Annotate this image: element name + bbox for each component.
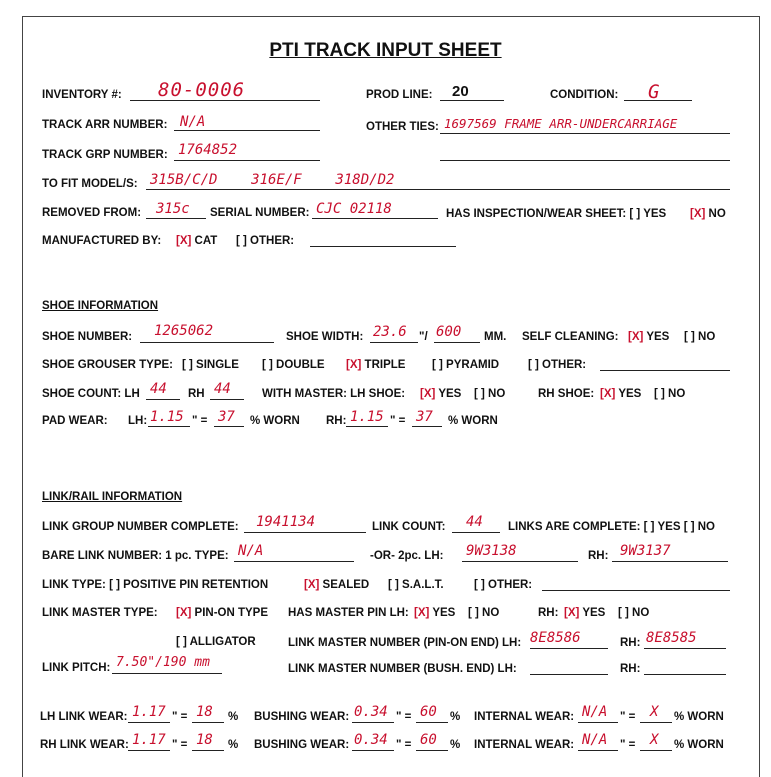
shoe-section-title: SHOE INFORMATION	[42, 300, 159, 312]
shoe-count-rh[interactable]: 44	[214, 381, 231, 397]
rh-wear-pct-line	[192, 750, 224, 751]
manufactured-cat-checkbox[interactable]	[176, 234, 217, 248]
rh-bushing-in-line	[352, 750, 394, 751]
mm-label: MM.	[484, 331, 507, 343]
lh-wear-pct[interactable]: 18	[196, 704, 213, 720]
rh-internal-pct-line	[640, 750, 672, 751]
condition-value[interactable]: G	[648, 81, 661, 103]
inspection-no-checkbox[interactable]	[690, 207, 726, 221]
lh-shoe-yes-label: YES	[438, 388, 462, 400]
master-pin-end-rh-label: RH:	[620, 637, 641, 649]
shoe-width-in[interactable]: 23.6	[373, 324, 407, 340]
master-pin-on-label: PIN-ON TYPE	[194, 607, 269, 619]
alligator-checkbox[interactable]: [ ] ALLIGATOR	[176, 636, 256, 648]
pad-rh-pct-line	[412, 426, 442, 427]
x-check-icon: [X]	[304, 579, 320, 591]
bare-link-label: BARE LINK NUMBER: 1 pc. TYPE:	[42, 550, 229, 562]
self-cleaning-no-checkbox[interactable]: [ ] NO	[684, 331, 716, 343]
rh-internal-label: INTERNAL WEAR:	[474, 739, 575, 751]
rh-shoe-label: RH SHOE:	[538, 388, 595, 400]
shoe-number-value[interactable]: 1265062	[154, 323, 214, 339]
track-arr-line	[174, 130, 320, 131]
track-grp-label: TRACK GRP NUMBER:	[42, 149, 168, 161]
pad-rh-worn: % WORN	[448, 415, 498, 427]
self-cleaning-yes-checkbox[interactable]	[628, 330, 669, 344]
rh-bushing-in[interactable]: 0.34	[354, 732, 388, 748]
lh-bushing-in[interactable]: 0.34	[354, 704, 388, 720]
bare-rh-line	[612, 561, 728, 562]
other-ties-line	[440, 133, 730, 134]
master-bush-rh-label: RH:	[620, 663, 641, 675]
lh-wear-eq: " =	[172, 711, 188, 723]
count-lh-line	[146, 399, 180, 400]
lh-internal-pct[interactable]: X	[650, 704, 659, 720]
pad-rh-pct[interactable]: 37	[416, 409, 433, 425]
grouser-pyramid-checkbox[interactable]: [ ] PYRAMID	[432, 359, 500, 371]
pad-lh-in-line	[148, 426, 190, 427]
links-complete-label: LINKS ARE COMPLETE: [ ] YES [ ] NO	[508, 521, 716, 533]
master-type-label: LINK MASTER TYPE:	[42, 607, 158, 619]
shoe-width-in-line	[370, 342, 418, 343]
prod-line-value[interactable]: 20	[452, 83, 469, 100]
link-other-checkbox[interactable]: [ ] OTHER:	[474, 579, 533, 591]
master-rh-no-checkbox[interactable]: [ ] NO	[618, 607, 650, 619]
master-pin-end-label: LINK MASTER NUMBER (PIN-ON END) LH:	[288, 637, 522, 649]
bare-1pc-value[interactable]: N/A	[238, 543, 264, 559]
fit-model-value[interactable]: 315B/C/D 316E/F 318D/D2	[150, 172, 395, 188]
pitch-value[interactable]: 7.50"/190 mm	[116, 655, 210, 670]
inch-slash: "/	[419, 331, 428, 343]
grouser-other-checkbox[interactable]: [ ] OTHER:	[528, 359, 587, 371]
removed-from-value[interactable]: 315c	[156, 201, 190, 217]
prod-line-line	[440, 100, 504, 101]
master-lh-no-checkbox[interactable]: [ ] NO	[468, 607, 500, 619]
self-cleaning-yes-label: YES	[646, 331, 670, 343]
lh-internal-pct-line	[640, 722, 672, 723]
pad-lh-pct[interactable]: 37	[218, 409, 235, 425]
rh-internal-pct[interactable]: X	[650, 732, 659, 748]
bare-rh-value[interactable]: 9W3137	[620, 543, 671, 559]
with-master-label: WITH MASTER: LH SHOE:	[262, 388, 406, 400]
shoe-count-rh-label: RH	[188, 388, 205, 400]
x-check-icon: [X]	[564, 607, 580, 619]
lh-wear-pct-line	[192, 722, 224, 723]
manufactured-other-line	[310, 246, 456, 247]
rh-shoe-no-checkbox[interactable]: [ ] NO	[654, 388, 686, 400]
link-group-value[interactable]: 1941134	[256, 514, 316, 530]
bare-lh-value[interactable]: 9W3138	[466, 543, 517, 559]
master-bush-rh-line	[644, 674, 726, 675]
pad-rh-label: RH:	[326, 415, 347, 427]
rh-wear-pct[interactable]: 18	[196, 732, 213, 748]
track-arr-label: TRACK ARR NUMBER:	[42, 119, 168, 131]
rh-bushing-label: BUSHING WEAR:	[254, 739, 350, 751]
pad-rh-in-line	[346, 426, 388, 427]
bare-1pc-line	[234, 561, 354, 562]
link-group-label: LINK GROUP NUMBER COMPLETE:	[42, 521, 239, 533]
master-pin-end-rh-line	[644, 648, 726, 649]
rh-wear-label: RH LINK WEAR:	[40, 739, 129, 751]
master-pin-end-rh[interactable]: 8E8585	[646, 630, 697, 646]
lh-shoe-yes-checkbox[interactable]	[420, 387, 461, 401]
x-check-icon: [X]	[600, 388, 616, 400]
master-rh-yes-label: YES	[582, 607, 606, 619]
link-count-line	[452, 532, 500, 533]
x-check-icon: [X]	[176, 235, 192, 247]
link-count-label: LINK COUNT:	[372, 521, 446, 533]
inspection-label: HAS INSPECTION/WEAR SHEET: [ ] YES	[446, 208, 667, 220]
lh-internal-worn: % WORN	[674, 711, 724, 723]
pad-wear-label: PAD WEAR:	[42, 415, 108, 427]
rh-internal-worn: % WORN	[674, 739, 724, 751]
or-2pc-label: -OR- 2pc. LH:	[370, 550, 444, 562]
grouser-single-checkbox[interactable]: [ ] SINGLE	[182, 359, 239, 371]
lh-bushing-eq: " =	[396, 711, 412, 723]
link-other-line	[542, 590, 730, 591]
shoe-width-label: SHOE WIDTH:	[286, 331, 364, 343]
link-sealed-checkbox[interactable]	[304, 578, 369, 592]
rh-bushing-pct-sign: %	[450, 739, 461, 751]
serial-line	[312, 218, 438, 219]
lh-internal-in[interactable]: N/A	[582, 704, 608, 720]
manufactured-label: MANUFACTURED BY:	[42, 235, 162, 247]
pad-lh-in[interactable]: 1.15	[150, 409, 184, 425]
grouser-triple-checkbox[interactable]	[346, 358, 405, 372]
x-check-icon: [X]	[420, 388, 436, 400]
rh-internal-in-line	[578, 750, 618, 751]
grouser-label: SHOE GROUSER TYPE:	[42, 359, 173, 371]
bare-rh-label: RH:	[588, 550, 609, 562]
shoe-width-mm[interactable]: 600	[436, 324, 462, 340]
rh-wear-in[interactable]: 1.17	[132, 732, 166, 748]
x-check-icon: [X]	[414, 607, 430, 619]
page-title: PTI TRACK INPUT SHEET	[269, 40, 502, 61]
x-check-icon: [X]	[176, 607, 192, 619]
link-salt-checkbox[interactable]: [ ] S.A.L.T.	[388, 579, 444, 591]
x-check-icon: [X]	[690, 208, 706, 220]
prod-line-label: PROD LINE:	[366, 89, 433, 101]
lh-shoe-no-checkbox[interactable]: [ ] NO	[474, 388, 506, 400]
rh-bushing-eq: " =	[396, 739, 412, 751]
grouser-double-checkbox[interactable]: [ ] DOUBLE	[262, 359, 325, 371]
lh-bushing-label: BUSHING WEAR:	[254, 711, 350, 723]
x-check-icon: [X]	[628, 331, 644, 343]
grouser-other-line	[600, 370, 730, 371]
lh-bushing-pct-sign: %	[450, 711, 461, 723]
rh-internal-eq: " =	[620, 739, 636, 751]
other-ties-value[interactable]: 1697569 FRAME ARR-UNDERCARRIAGE	[444, 116, 678, 131]
rh-shoe-yes-label: YES	[618, 388, 642, 400]
condition-label: CONDITION:	[550, 89, 619, 101]
pad-lh-eq: " =	[192, 415, 208, 427]
lh-wear-in-line	[128, 722, 170, 723]
other-ties-label: OTHER TIES:	[366, 121, 439, 133]
pitch-line	[112, 673, 222, 674]
track-grp-line	[174, 160, 320, 161]
lh-wear-in[interactable]: 1.17	[132, 704, 166, 720]
lh-internal-in-line	[578, 722, 618, 723]
master-pin-on-checkbox[interactable]	[176, 606, 268, 620]
rh-bushing-pct-line	[416, 750, 448, 751]
has-master-pin-label: HAS MASTER PIN LH:	[288, 607, 409, 619]
link-type-label: LINK TYPE: [ ] POSITIVE PIN RETENTION	[42, 579, 269, 591]
shoe-width-mm-line	[434, 342, 480, 343]
lh-wear-pct-sign: %	[228, 711, 239, 723]
lh-internal-label: INTERNAL WEAR:	[474, 711, 575, 723]
lh-bushing-pct-line	[416, 722, 448, 723]
removed-from-label: REMOVED FROM:	[42, 207, 142, 219]
master-rh-yes-checkbox[interactable]	[564, 606, 605, 620]
removed-from-line	[146, 218, 206, 219]
rh-wear-eq: " =	[172, 739, 188, 751]
rh-wear-in-line	[128, 750, 170, 751]
x-check-icon: [X]	[346, 359, 362, 371]
master-pin-end-lh[interactable]: 8E8586	[530, 630, 581, 646]
shoe-number-label: SHOE NUMBER:	[42, 331, 133, 343]
master-lh-yes-checkbox[interactable]	[414, 606, 455, 620]
rh-bushing-pct[interactable]: 60	[420, 732, 437, 748]
grouser-triple-label: TRIPLE	[364, 359, 406, 371]
manufactured-cat-label: CAT	[194, 235, 218, 247]
lh-internal-eq: " =	[620, 711, 636, 723]
bare-lh-line	[462, 561, 578, 562]
master-bush-lh-line	[530, 674, 608, 675]
fit-model-label: TO FIT MODEL/S:	[42, 178, 138, 190]
rh-wear-pct-sign: %	[228, 739, 239, 751]
pad-rh-in[interactable]: 1.15	[350, 409, 384, 425]
rh-shoe-yes-checkbox[interactable]	[600, 387, 641, 401]
count-rh-line	[210, 399, 244, 400]
link-sealed-label: SEALED	[322, 579, 370, 591]
pad-lh-worn: % WORN	[250, 415, 300, 427]
shoe-number-line	[140, 342, 274, 343]
lh-bushing-in-line	[352, 722, 394, 723]
self-cleaning-label: SELF CLEANING:	[522, 331, 619, 343]
fit-model-line	[146, 189, 730, 190]
master-bush-label: LINK MASTER NUMBER (BUSH. END) LH:	[288, 663, 517, 675]
pitch-label: LINK PITCH:	[42, 662, 111, 674]
manufactured-other-label: [ ] OTHER:	[236, 235, 295, 247]
inventory-label: INVENTORY #:	[42, 89, 122, 101]
other-ties-line-2	[440, 160, 730, 161]
track-grp-value[interactable]: 1764852	[178, 142, 238, 158]
pad-lh-label: LH:	[128, 415, 148, 427]
lh-wear-label: LH LINK WEAR:	[40, 711, 128, 723]
link-section-title: LINK/RAIL INFORMATION	[42, 491, 183, 503]
shoe-count-lh[interactable]: 44	[150, 381, 167, 397]
master-lh-yes-label: YES	[432, 607, 456, 619]
serial-value[interactable]: CJC 02118	[316, 201, 392, 217]
inventory-value[interactable]: 80-0006	[158, 79, 246, 101]
serial-label: SERIAL NUMBER:	[210, 207, 310, 219]
shoe-count-label: SHOE COUNT: LH	[42, 388, 140, 400]
rh-internal-in[interactable]: N/A	[582, 732, 608, 748]
pad-lh-pct-line	[214, 426, 244, 427]
track-arr-value[interactable]: N/A	[180, 114, 206, 130]
link-count-value[interactable]: 44	[466, 514, 483, 530]
pad-rh-eq: " =	[390, 415, 406, 427]
master-pin-end-lh-line	[530, 648, 608, 649]
inspection-no-label: NO	[708, 208, 726, 220]
master-rh-label: RH:	[538, 607, 559, 619]
link-group-line	[244, 532, 366, 533]
lh-bushing-pct[interactable]: 60	[420, 704, 437, 720]
